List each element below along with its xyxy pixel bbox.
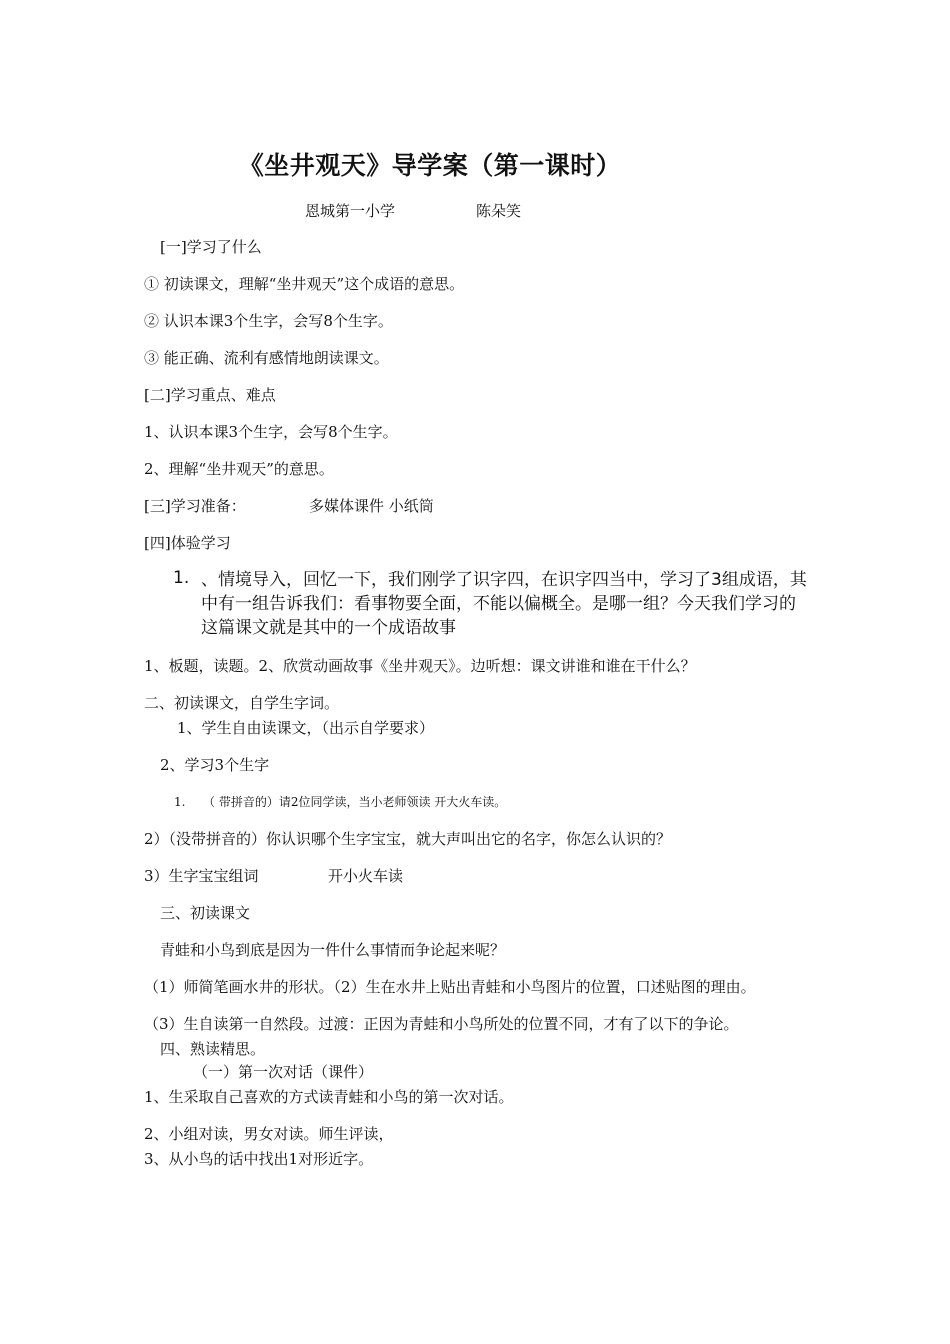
part3-heading: 三、初读课文 <box>160 904 251 922</box>
document-title: 《坐井观天》导学案（第一课时） <box>238 151 622 180</box>
keypoint-item: 1、认识本课3个生字，会写8个生字。 <box>144 423 398 441</box>
section3-heading: [三]学习准备： <box>144 497 246 515</box>
sub3-extra: 开小火车读 <box>328 867 404 885</box>
part4-subheading: （一）第一次对话（课件） <box>193 1063 374 1081</box>
sub2-text: 2）（没带拼音的）你认识哪个生字宝宝，就大声叫出它的名字，你怎么认识的？ <box>144 830 672 848</box>
keypoint-item: 2、理解“坐井观天”的意思。 <box>144 460 334 478</box>
part3-item: （1）师简笔画水井的形状。（2）生在水井上贴出青蛙和小鸟图片的位置，口述贴图的理由。 <box>144 978 756 996</box>
objective-item: ① 初读课文，理解“坐井观天”这个成语的意思。 <box>144 275 465 293</box>
section2-heading: [二]学习重点、难点 <box>144 386 276 404</box>
materials-text: 多媒体课件 小纸筒 <box>309 497 434 515</box>
part2-heading: 二、初读课文，自学生字词。 <box>144 694 340 712</box>
part4-heading: 四、熟读精思。 <box>160 1040 266 1058</box>
sub1-text: （ 带拼音的）请2位同学读，当小老师领读 开大火车读。 <box>203 795 507 809</box>
step1-text: 1、板题，读题。2、欣赏动画故事《坐井观天》。边听想：课文讲谁和谁在干什么？ <box>144 657 696 675</box>
part2-item: 1、学生自由读课文，（出示自学要求） <box>177 719 435 737</box>
section1-heading: [一]学习了什么 <box>160 238 262 256</box>
sub3-text: 3）生字宝宝组词 <box>144 867 259 885</box>
objective-item: ② 认识本课3个生字，会写8个生字。 <box>144 312 393 330</box>
school-name: 恩城第一小学 <box>305 202 396 220</box>
objective-item: ③ 能正确、流利有感情地朗读课文。 <box>144 349 389 367</box>
author-name: 陈朵笑 <box>476 202 522 220</box>
intro-number: 1. <box>173 568 190 588</box>
part2-item: 2、学习3个生字 <box>160 756 270 774</box>
part4-item: 2、小组对读，男女对读。师生评读， <box>144 1125 394 1143</box>
part4-item: 1、生采取自己喜欢的方式读青蛙和小鸟的第一次对话。 <box>144 1088 514 1106</box>
part3-question: 青蛙和小鸟到底是因为一件什么事情而争论起来呢？ <box>160 941 506 959</box>
part3-item: （3）生自读第一自然段。过渡：正因为青蛙和小鸟所处的位置不同，才有了以下的争论。 <box>144 1015 739 1033</box>
part4-item: 3、从小鸟的话中找出1对形近字。 <box>144 1150 374 1168</box>
section4-heading: [四]体验学习 <box>144 534 231 552</box>
intro-paragraph: 、情境导入，回忆一下，我们刚学了识字四，在识字四当中，学习了3组成语，其中有一组告诉我们：看事物要全面，不能以偏概全。是哪一组？今天我们学习的这篇课文就是其中的一个成语故事 <box>201 570 807 638</box>
sub1-number: 1. <box>174 795 186 809</box>
